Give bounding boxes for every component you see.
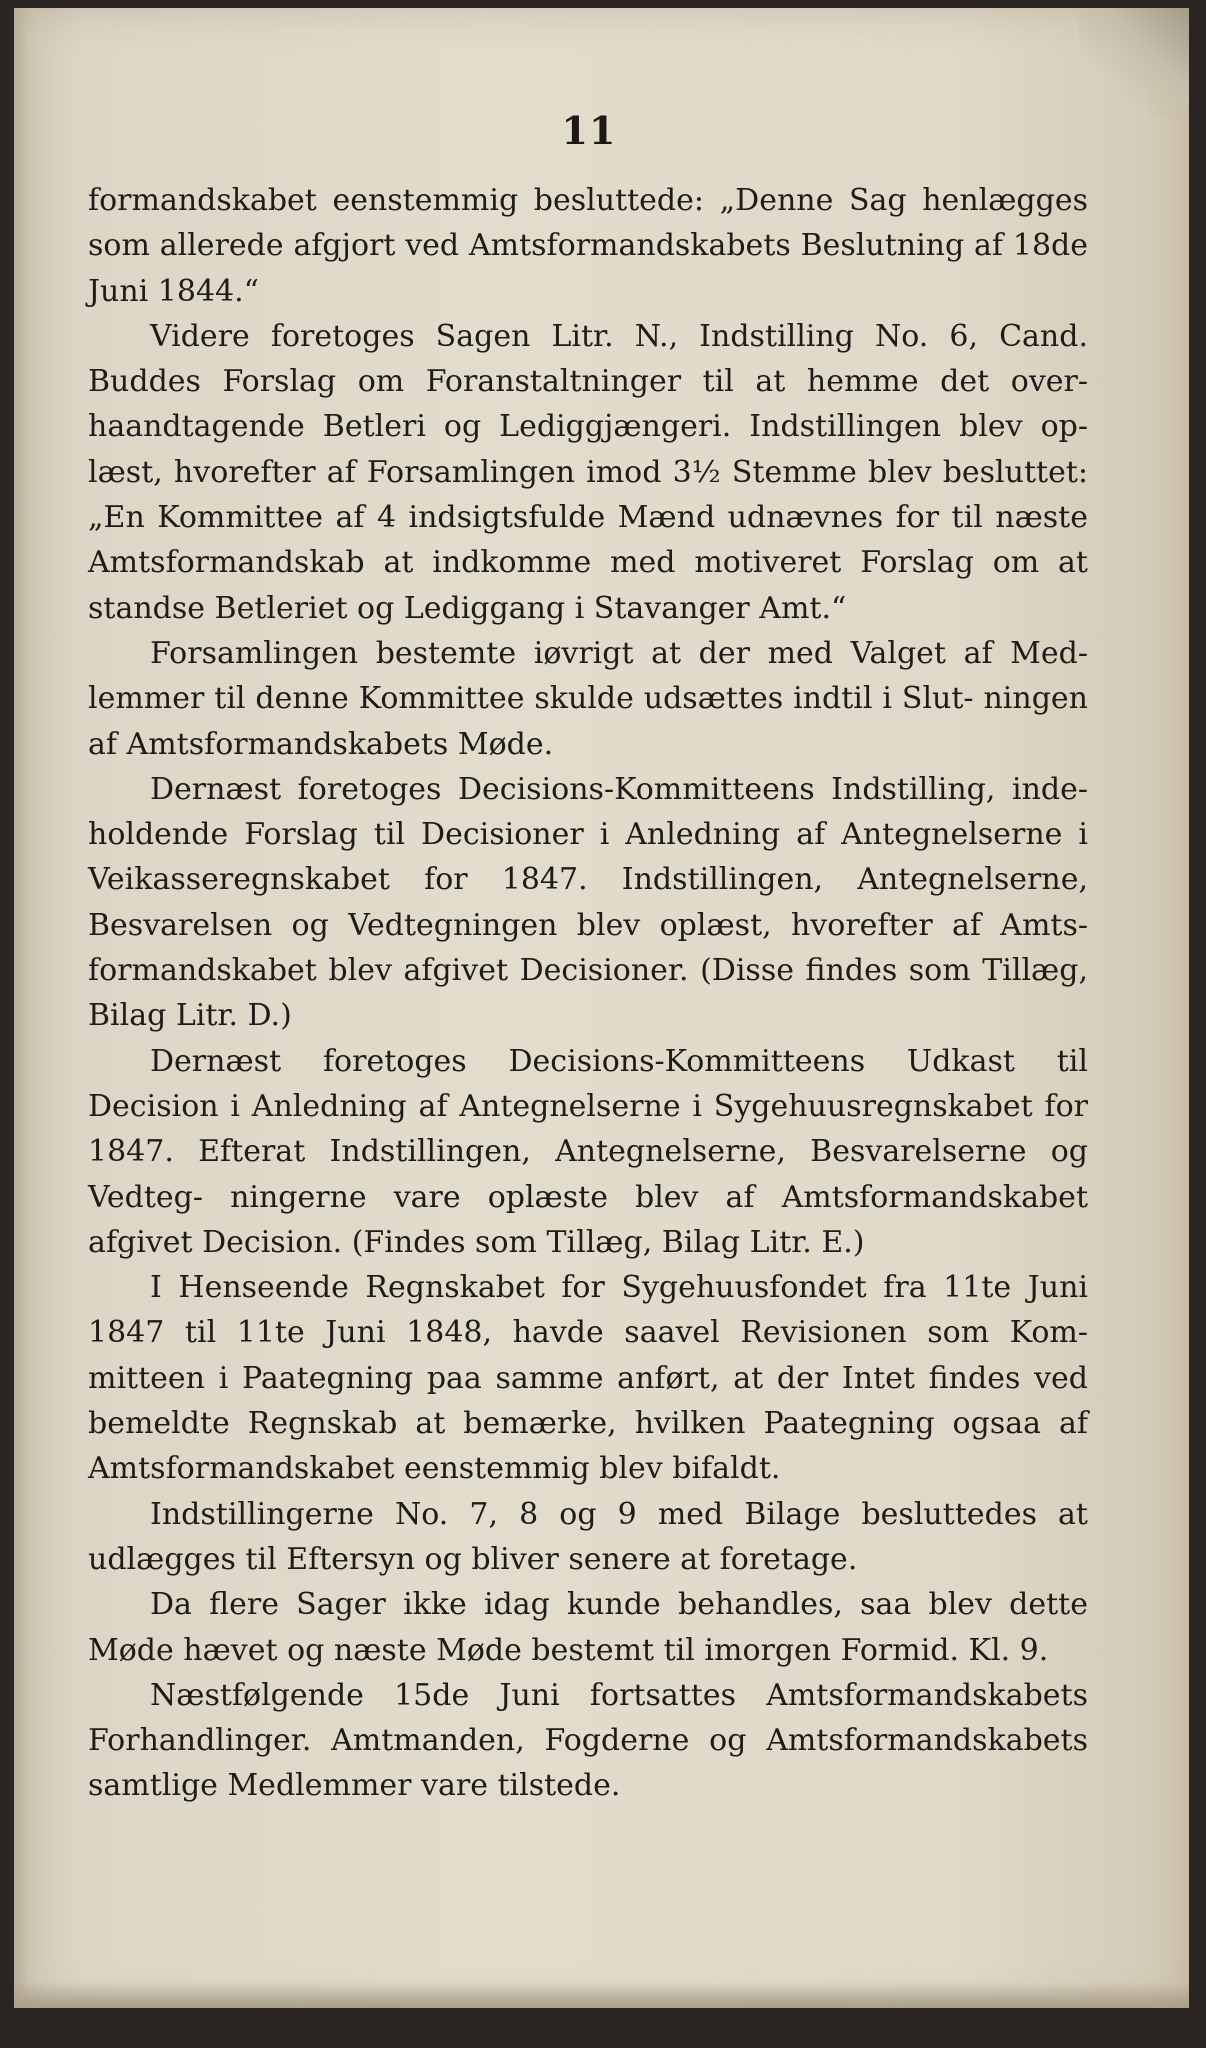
book-page: [14, 8, 1189, 2008]
page-number: 11: [561, 108, 617, 153]
paragraph-6: I Henseende Regnskabet for Sygehuusfondet fra 11te Juni 1847 til 11te Juni 1848, havde saavel Revisionen som Kom- mitteen i Paategning paa samme anført, at der Intet findes ved bemeldte Regnskab at bemærke, hvilken Paategning ogsaa af Amtsformandskabet eenstemmig blev bifaldt.: [88, 1270, 1088, 1487]
paragraph-3: Forsamlingen bestemte iøvrigt at der med Valget af Med- lemmer til denne Kommittee skulde udsættes indtil i Slut- ningen af Amtsformandskabets Møde.: [88, 635, 1088, 762]
paragraph-4: Dernæst foretoges Decisions-Kommitteens Indstilling, inde- holdende Forslag til Decisioner i Anledning af Antegnelserne i Veikasseregnskabet for 1847. Indstillingen, Antegnelserne, Besvarelsen og Vedtegningen blev oplæst, hvorefter af Amts- formandskabet blev afgivet Decisioner. (Disse findes som Tillæg, Bilag Litr. D.): [88, 771, 1088, 1034]
paragraph-9: Næstfølgende 15de Juni fortsattes Amtsformandskabets Forhandlinger. Amtmanden, Fogderne og Amtsformandskabets samtlige Medlemmer vare tilstede.: [88, 1677, 1088, 1804]
paragraph-1: formandskabet eenstemmig besluttede: „Denne Sag henlægges som allerede afgjort ved Amtsformandskabets Beslutning af 18de Juni 1844.“: [88, 183, 1088, 309]
paragraph-2: Videre foretoges Sagen Litr. N., Indstilling No. 6, Cand. Buddes Forslag om Foranstaltninger til at hemme det over- haandtagende Betleri og Lediggjængeri. Indstillingen blev op- læst, hvorefter af Forsamlingen imod 3½ Stemme blev besluttet: „En Kommittee af 4 indsigtsfulde Mænd udnævnes for til næste Amtsformandskab at indkomme med motiveret Forslag om at standse Betleriet og Lediggang i Stavanger Amt.“: [88, 318, 1088, 626]
page-corner-fold: [1079, 8, 1189, 118]
body-text: [88, 178, 1088, 1809]
page-bottom-edge: [14, 1982, 1189, 2008]
paragraph-7: Indstillingerne No. 7, 8 og 9 med Bilage besluttedes at udlægges til Eftersyn og bliver senere at foretage.: [88, 1496, 1088, 1577]
paragraph-5: Dernæst foretoges Decisions-Kommitteens Udkast til Decision i Anledning af Antegnelserne i Sygehuusregnskabet for 1847. Efterat Indstillingen, Antegnelserne, Besvarelserne og Vedteg- ningerne vare oplæste blev af Amtsformandskabet afgivet Decision. (Findes som Tillæg, Bilag Litr. E.): [88, 1043, 1088, 1260]
paragraph-8: Da flere Sager ikke idag kunde behandles, saa blev dette Møde hævet og næste Møde bestemt til imorgen Formid. Kl. 9.: [88, 1587, 1088, 1668]
